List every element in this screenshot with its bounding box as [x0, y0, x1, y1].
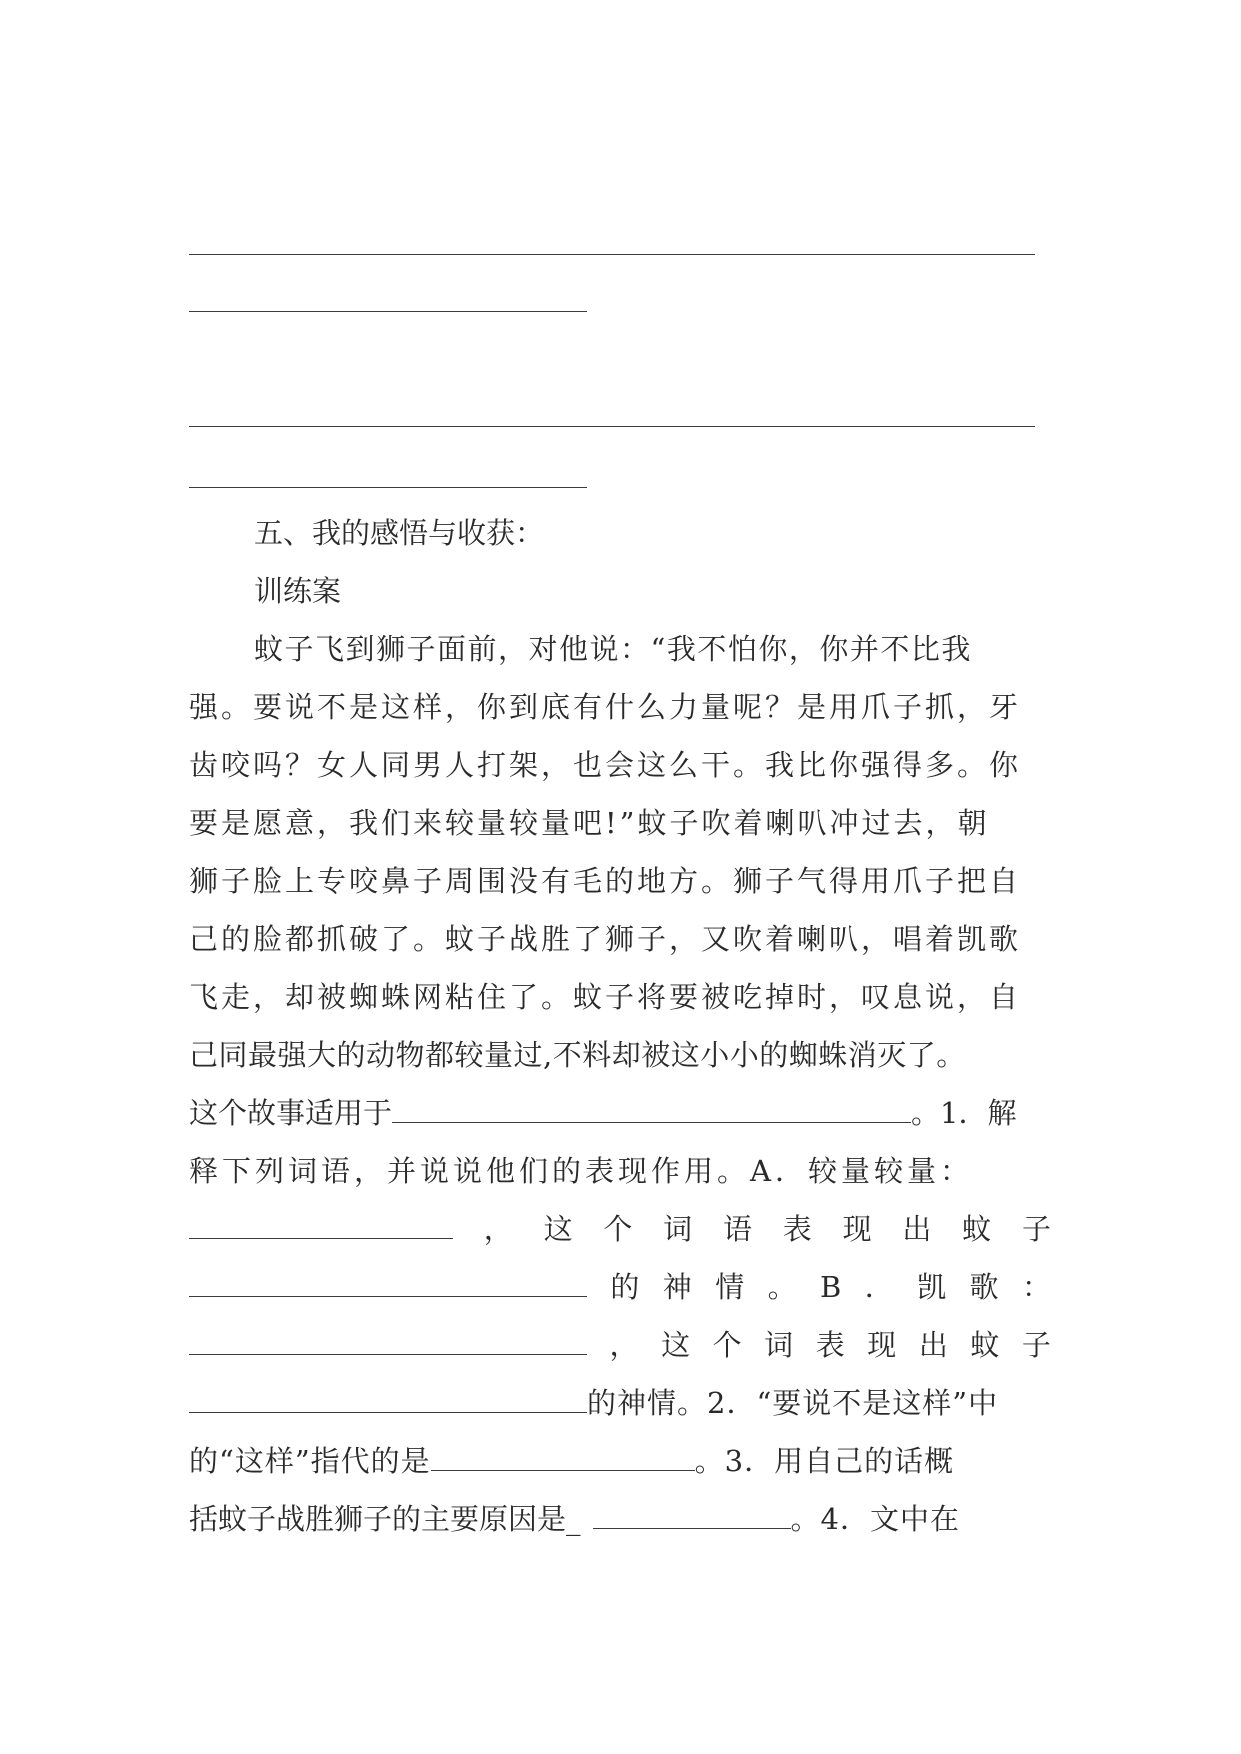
question-story-line — [189, 1093, 1051, 1133]
question-char: 情 — [715, 1270, 745, 1304]
case-label-text: 训练案 — [254, 574, 342, 608]
passage-text: 己同最强大的动物都较量过,不料却被这小小的蜘蛛消灭了。 — [189, 1038, 966, 1072]
question-char: 词 — [764, 1328, 794, 1362]
question-char: 现 — [842, 1212, 872, 1246]
answer-line — [189, 426, 1035, 427]
question-char: 表 — [815, 1328, 845, 1362]
passage-text: 要是愿意，我们来较量较量吧!”蚊子吹着喇叭冲过去，朝 — [189, 806, 990, 840]
question-char: 歌 — [969, 1270, 999, 1304]
question-1a-end-line — [189, 1267, 1051, 1307]
answer-line — [189, 311, 587, 312]
passage-line — [189, 745, 1051, 785]
question-char: 蚊 — [970, 1328, 1000, 1362]
answer-line — [189, 254, 1035, 255]
case-label — [189, 571, 1051, 611]
question-text: 释下列词语，并说说他们的表现作用。A．较量较量： — [189, 1154, 973, 1188]
answer-blank[interactable] — [189, 1330, 587, 1355]
question-text: 这个故事适用于 — [189, 1096, 393, 1130]
question-char: 语 — [722, 1212, 752, 1246]
question-1b-end-line — [189, 1383, 1051, 1423]
section-heading — [189, 513, 1051, 553]
question-char: 。 — [767, 1270, 797, 1304]
answer-blank[interactable] — [189, 1214, 453, 1239]
passage-line — [189, 629, 1051, 669]
question-char: ， — [609, 1328, 639, 1362]
question-char: B — [820, 1270, 842, 1304]
passage-text: 狮子脸上专咬鼻子周围没有毛的地方。狮子气得用爪子把自 — [189, 864, 1022, 898]
question-char: 词 — [663, 1212, 693, 1246]
question-2-line — [189, 1441, 1051, 1481]
question-1a-line — [189, 1209, 1051, 1249]
answer-blank[interactable] — [431, 1446, 695, 1471]
passage-text: 飞走，却被蜘蛛网粘住了。蚊子将要被吃掉时，叹息说，自 — [189, 980, 1022, 1014]
question-text: 括蚊子战胜狮子的主要原因是_ — [189, 1502, 581, 1536]
question-char: 表 — [782, 1212, 812, 1246]
question-char: ， — [483, 1212, 513, 1246]
passage-line — [189, 977, 1051, 1017]
answer-blank[interactable] — [392, 1098, 911, 1123]
question-char: 出 — [902, 1212, 932, 1246]
question-char: 个 — [712, 1328, 742, 1362]
section-heading-text: 五、我的感悟与收获： — [254, 516, 545, 550]
passage-line — [189, 861, 1051, 901]
passage-line — [189, 803, 1051, 843]
question-text: 。3．用自己的话概 — [694, 1444, 955, 1478]
question-3-line — [189, 1499, 1051, 1539]
answer-blank[interactable] — [189, 1272, 587, 1297]
question-text: 的神情。2．“要说不是这样”中 — [587, 1386, 999, 1420]
question-char: ． — [864, 1270, 894, 1304]
question-char: 这 — [661, 1328, 691, 1362]
question-1-intro — [189, 1151, 1051, 1191]
question-char: 出 — [918, 1328, 948, 1362]
question-char: 的 — [610, 1270, 640, 1304]
question-char: 这 — [543, 1212, 573, 1246]
question-char: 蚊 — [962, 1212, 992, 1246]
question-char: 神 — [662, 1270, 692, 1304]
passage-text: 强。要说不是这样，你到底有什么力量呢？是用爪子抓，牙 — [189, 690, 1022, 724]
passage-text: 蚊子飞到狮子面前，对他说：“我不怕你，你并不比我 — [254, 632, 972, 666]
passage-text: 齿咬吗？女人同男人打架，也会这么干。我比你强得多。你 — [189, 748, 1022, 782]
question-char: ： — [1021, 1270, 1051, 1304]
answer-blank[interactable] — [593, 1504, 791, 1529]
question-char: 个 — [603, 1212, 633, 1246]
answer-line — [189, 487, 587, 488]
question-char: 凯 — [917, 1270, 947, 1304]
question-char: 子 — [1021, 1212, 1051, 1246]
question-1b-line — [189, 1325, 1051, 1365]
passage-line — [189, 919, 1051, 959]
question-char: 现 — [867, 1328, 897, 1362]
question-text: 。1．解 — [911, 1096, 1017, 1130]
question-char: 子 — [1021, 1328, 1051, 1362]
passage-line — [189, 1035, 1051, 1075]
answer-blank[interactable] — [189, 1388, 587, 1413]
question-text: 。4．文中在 — [790, 1502, 960, 1536]
question-text: 的“这样”指代的是 — [189, 1444, 431, 1478]
passage-text: 己的脸都抓破了。蚊子战胜了狮子，又吹着喇叭，唱着凯歌 — [189, 922, 1022, 956]
passage-line — [189, 687, 1051, 727]
